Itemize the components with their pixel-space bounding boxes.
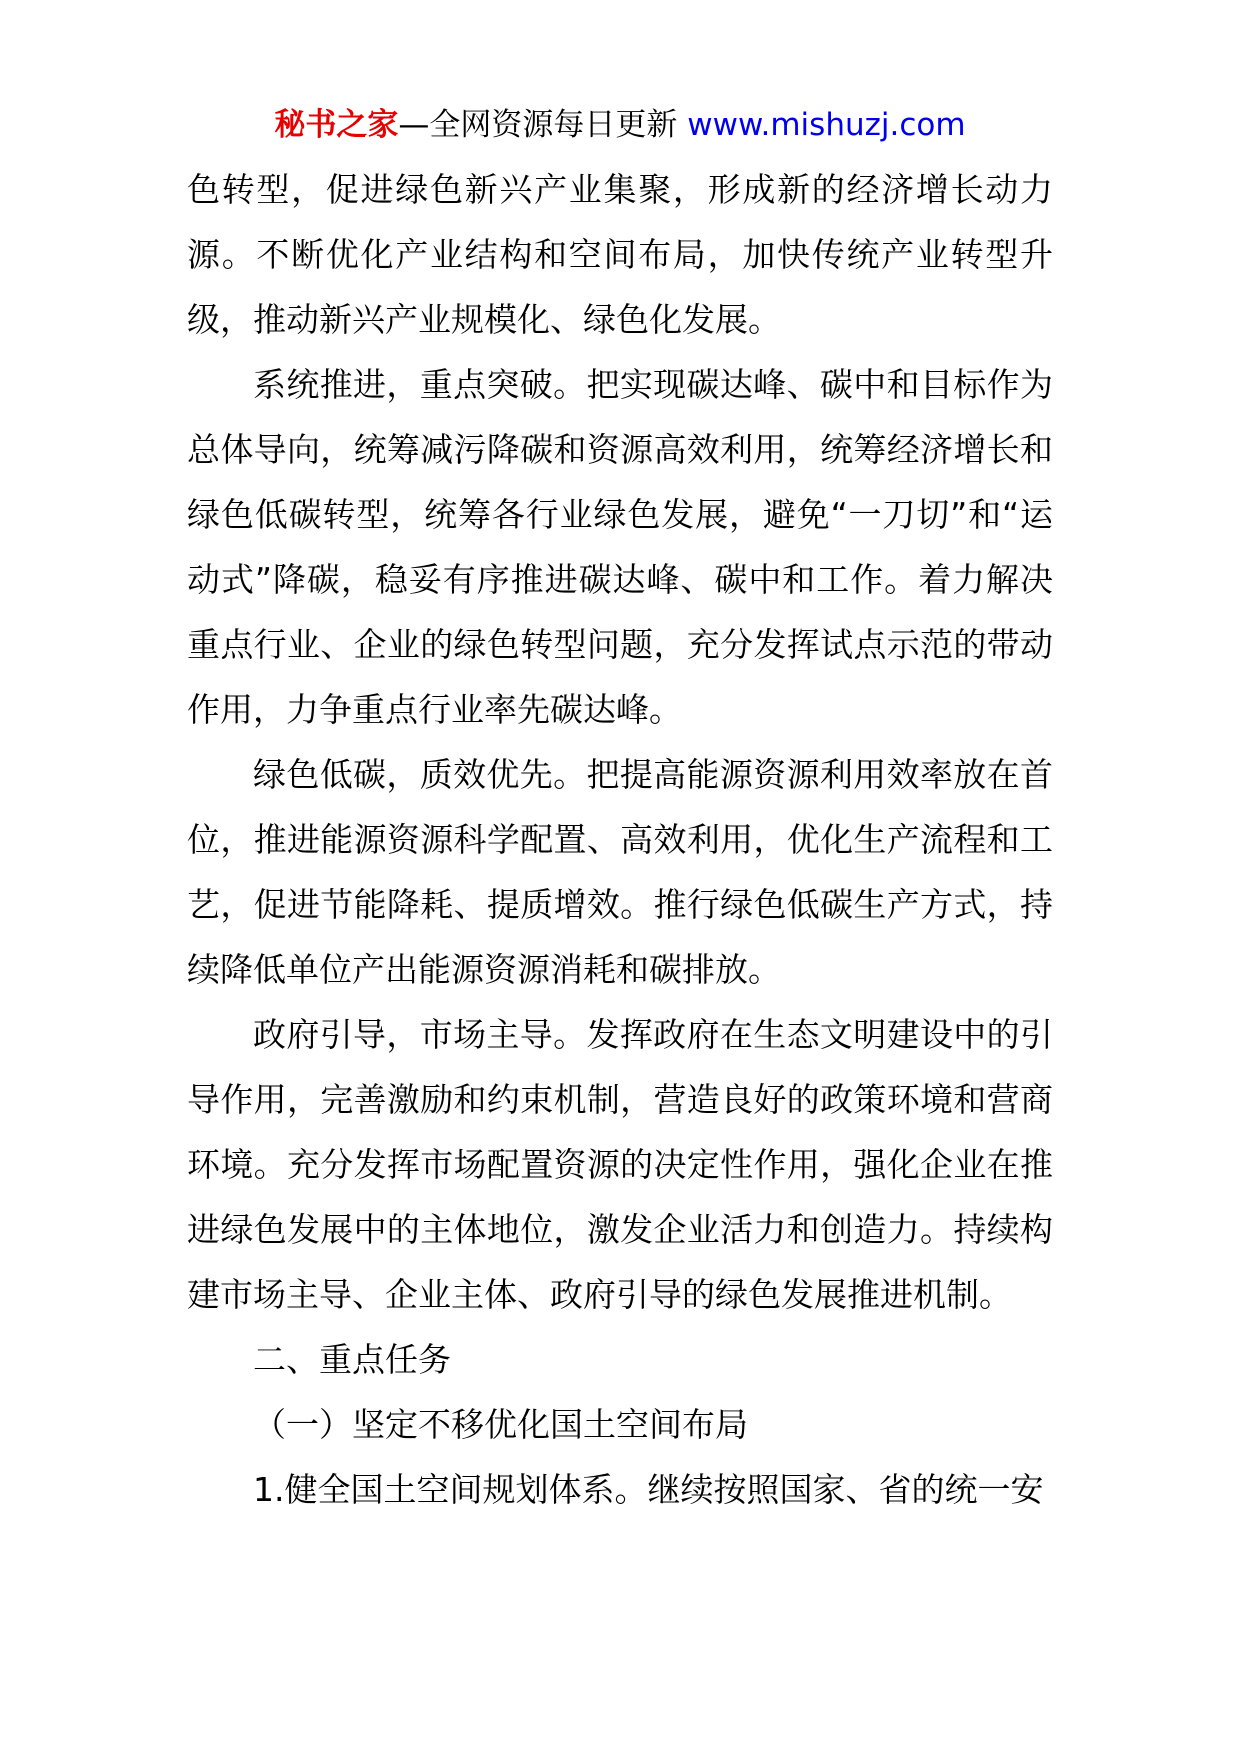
paragraph-green-low-carbon: 绿色低碳，质效优先。把提高能源资源利用效率放在首位，推进能源资源科学配置、高效利用，优化生产流程和工艺，促进节能降耗、提质增效。推行绿色低碳生产方式，持续降低单位产出能源资源消耗和碳排放。 [187, 755, 1053, 989]
document-body [187, 157, 1053, 1522]
site-url-link[interactable]: www.mishuzj.com [687, 107, 966, 143]
paragraph-continuation: 色转型，促进绿色新兴产业集聚，形成新的经济增长动力源。不断优化产业结构和空间布局，加快传统产业转型升级，推动新兴产业规模化、绿色化发展。 [187, 170, 1053, 339]
section-heading-key-tasks: 二、重点任务 [253, 1340, 451, 1379]
subsection-heading-spatial-layout: （一）坚定不移优化国土空间布局 [253, 1405, 748, 1444]
paragraph-planning-system: 1.健全国土空间规划体系。继续按照国家、省的统一安 [253, 1470, 1044, 1509]
site-tagline: —全网资源每日更新 [398, 107, 688, 143]
paragraph-government-guidance: 政府引导，市场主导。发挥政府在生态文明建设中的引导作用，完善激励和约束机制，营造良好的政策环境和营商环境。充分发挥市场配置资源的决定性作用，强化企业在推进绿色发展中的主体地位，激发企业活力和创造力。持续构建市场主导、企业主体、政府引导的绿色发展推进机制。 [187, 1015, 1053, 1314]
paragraph-system-advance: 系统推进，重点突破。把实现碳达峰、碳中和目标作为总体导向，统筹减污降碳和资源高效利用，统筹经济增长和绿色低碳转型，统筹各行业绿色发展，避免“一刀切”和“运动式”降碳，稳妥有序推进碳达峰、碳中和工作。着力解决重点行业、企业的绿色转型问题，充分发挥试点示范的带动作用，力争重点行业率先碳达峰。 [187, 365, 1053, 729]
site-header [0, 100, 1240, 150]
site-brand: 秘书之家 [274, 107, 399, 143]
